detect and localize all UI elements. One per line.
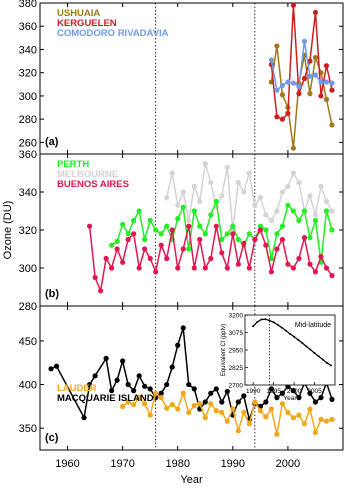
y-tick-label: 300: [18, 263, 37, 275]
data-point: [186, 410, 191, 415]
inset-data-point: [264, 318, 266, 320]
panel-label: (a): [45, 136, 59, 148]
data-point: [214, 199, 219, 204]
data-point: [48, 366, 53, 371]
data-point: [192, 403, 197, 408]
data-point: [313, 218, 318, 223]
data-point: [313, 430, 318, 435]
data-point: [219, 250, 224, 255]
data-point: [291, 146, 296, 151]
data-point: [274, 88, 279, 93]
data-point: [285, 79, 290, 84]
data-point: [269, 269, 274, 274]
data-point: [274, 231, 279, 236]
data-point: [186, 382, 191, 387]
inset-title: Mid-latitude: [294, 322, 331, 329]
data-point: [137, 265, 142, 270]
inset-data-point: [260, 318, 262, 320]
data-point: [258, 227, 263, 232]
inset-data-point: [301, 342, 303, 344]
inset-data-point: [309, 349, 311, 351]
data-point: [203, 161, 208, 166]
data-point: [241, 410, 246, 415]
data-point: [192, 386, 197, 391]
data-point: [302, 76, 307, 81]
inset-x-tick-label: 1990: [245, 388, 261, 395]
data-point: [81, 415, 86, 420]
data-point: [291, 3, 296, 8]
data-point: [104, 256, 109, 261]
data-point: [318, 93, 323, 98]
data-point: [296, 91, 301, 96]
data-point: [285, 203, 290, 208]
data-point: [170, 170, 175, 175]
data-point: [225, 389, 230, 394]
data-point: [109, 243, 114, 248]
data-point: [164, 256, 169, 261]
data-point: [329, 122, 334, 127]
y-tick-label: 280: [18, 301, 37, 313]
data-point: [241, 189, 246, 194]
inset-data-point: [297, 339, 299, 341]
data-point: [208, 391, 213, 396]
inset-data-point: [277, 324, 279, 326]
inset-data-point: [269, 320, 271, 322]
legend-entry: BUENOS AIRES: [57, 179, 129, 190]
data-point: [197, 224, 202, 229]
x-tick-label: 1980: [165, 458, 190, 470]
panel-label: (c): [45, 432, 59, 444]
data-point: [252, 203, 257, 208]
y-tick-label: 320: [18, 67, 37, 80]
data-point: [247, 170, 252, 175]
data-point: [318, 254, 323, 259]
data-point: [104, 356, 109, 361]
data-point: [324, 63, 329, 68]
data-point: [208, 180, 213, 185]
data-point: [186, 218, 191, 223]
data-point: [175, 265, 180, 270]
data-point: [258, 195, 263, 200]
inset-data-point: [281, 327, 283, 329]
inset-x-tick-label: 1995: [266, 388, 281, 395]
data-point: [230, 406, 235, 411]
data-point: [181, 189, 186, 194]
data-point: [274, 432, 279, 437]
data-point: [291, 415, 296, 420]
data-point: [208, 212, 213, 217]
y-tick-label: 260: [18, 137, 37, 150]
data-point: [153, 227, 158, 232]
data-point: [186, 246, 191, 251]
x-axis-label: Year: [180, 474, 203, 486]
data-point: [269, 57, 274, 62]
data-point: [164, 195, 169, 200]
data-point: [120, 404, 125, 409]
data-point: [203, 399, 208, 404]
data-point: [324, 265, 329, 270]
data-point: [274, 114, 279, 119]
data-point: [247, 231, 252, 236]
data-point: [329, 227, 334, 232]
data-point: [225, 265, 230, 270]
inset-data-point: [322, 359, 324, 361]
inset-data-point: [256, 321, 258, 323]
data-point: [285, 184, 290, 189]
data-point: [148, 386, 153, 391]
data-point: [164, 224, 169, 229]
y-tick-label: 450: [18, 335, 37, 348]
inset-y-tick-label: 2825: [228, 365, 243, 372]
data-point: [148, 218, 153, 223]
data-point: [153, 269, 158, 274]
data-point: [324, 97, 329, 102]
legend-entry: MACQUARIE ISLAND: [57, 393, 154, 404]
data-point: [324, 199, 329, 204]
inset-data-point: [326, 362, 328, 364]
data-point: [241, 241, 246, 246]
data-point: [175, 406, 180, 411]
data-point: [208, 401, 213, 406]
data-point: [230, 231, 235, 236]
data-point: [92, 373, 97, 378]
y-tick-label: 360: [18, 149, 37, 161]
inset-x-tick-label: 2000: [286, 388, 302, 395]
data-point: [236, 262, 241, 267]
data-point: [274, 208, 279, 213]
data-point: [142, 237, 147, 242]
data-point: [307, 262, 312, 267]
data-point: [120, 358, 125, 363]
data-point: [280, 237, 285, 242]
data-point: [291, 81, 296, 86]
data-point: [285, 262, 290, 267]
data-point: [181, 391, 186, 396]
data-point: [296, 84, 301, 89]
data-point: [131, 218, 136, 223]
data-point: [329, 81, 334, 86]
data-point: [313, 72, 318, 77]
data-point: [318, 79, 323, 84]
y-tick-label: 400: [18, 379, 37, 392]
data-point: [92, 275, 97, 280]
legend-entry: MELBOURNE: [57, 169, 119, 180]
data-point: [181, 205, 186, 210]
data-point: [208, 256, 213, 261]
inset-data-point: [305, 346, 307, 348]
data-point: [175, 216, 180, 221]
data-point: [115, 246, 120, 251]
data-point: [192, 208, 197, 213]
inset-x-tick-label: 2005: [307, 388, 322, 395]
data-point: [236, 180, 241, 185]
data-point: [302, 208, 307, 213]
data-point: [175, 343, 180, 348]
data-point: [126, 382, 131, 387]
x-tick-label: 1960: [55, 458, 80, 470]
data-point: [247, 421, 252, 426]
data-point: [54, 364, 59, 369]
data-point: [219, 410, 224, 415]
data-point: [329, 397, 334, 402]
x-tick-label: 2000: [275, 458, 301, 470]
data-point: [318, 395, 323, 400]
data-point: [175, 203, 180, 208]
x-tick-label: 1970: [110, 458, 135, 470]
data-point: [115, 239, 120, 244]
data-point: [203, 415, 208, 420]
data-point: [263, 227, 268, 232]
data-point: [318, 417, 323, 422]
data-point: [329, 88, 334, 93]
data-point: [296, 395, 301, 400]
legend-entry: LAUDER: [57, 383, 97, 394]
data-point: [230, 224, 235, 229]
data-point: [219, 193, 224, 198]
legend-entry: PERTH: [57, 159, 90, 170]
data-point: [291, 170, 296, 175]
data-point: [126, 237, 131, 242]
y-tick-label: 350: [18, 423, 37, 436]
data-point: [296, 218, 301, 223]
inset-data-point: [318, 355, 320, 357]
data-point: [313, 269, 318, 274]
data-point: [313, 212, 318, 217]
data-point: [186, 224, 191, 229]
data-point: [170, 402, 175, 407]
data-point: [280, 189, 285, 194]
data-point: [159, 243, 164, 248]
data-point: [126, 231, 131, 236]
inset-y-tick-label: 2950: [228, 347, 243, 355]
data-point: [214, 408, 219, 413]
inset-data-point: [285, 330, 287, 332]
data-point: [329, 208, 334, 213]
data-point: [296, 180, 301, 185]
data-point: [87, 224, 92, 229]
data-point: [153, 391, 158, 396]
inset-data-point: [252, 325, 254, 327]
data-point: [324, 79, 329, 84]
data-point: [236, 428, 241, 433]
data-point: [296, 412, 301, 417]
data-point: [252, 399, 257, 404]
data-point: [307, 193, 312, 198]
y-tick-label: 340: [18, 44, 37, 57]
data-point: [181, 325, 186, 330]
data-point: [137, 373, 142, 378]
inset-data-point: [314, 352, 316, 354]
data-point: [137, 208, 142, 213]
panel-label: (b): [45, 288, 60, 300]
data-point: [263, 243, 268, 248]
data-point: [219, 399, 224, 404]
data-point: [307, 91, 312, 96]
legend-entry: COMODORO RIVADAVIA: [57, 28, 169, 39]
data-point: [120, 260, 125, 265]
data-point: [307, 74, 312, 79]
data-point: [269, 218, 274, 223]
y-axis-label: Ozone (DU): [2, 200, 14, 260]
inset-data-point: [293, 336, 295, 338]
data-point: [192, 184, 197, 189]
data-point: [269, 406, 274, 411]
data-point: [280, 83, 285, 88]
data-point: [115, 378, 120, 383]
data-point: [225, 165, 230, 170]
data-point: [280, 117, 285, 122]
inset-y-tick-label: 3200: [228, 312, 243, 320]
data-point: [302, 421, 307, 426]
data-point: [225, 419, 230, 424]
data-point: [236, 399, 241, 404]
data-point: [142, 246, 147, 251]
data-point: [329, 417, 334, 422]
data-point: [313, 10, 318, 15]
data-point: [285, 111, 290, 116]
data-point: [280, 224, 285, 229]
data-point: [252, 237, 257, 242]
data-point: [203, 231, 208, 236]
data-point: [192, 265, 197, 270]
data-point: [307, 235, 312, 240]
legend-entry: KERGUELEN: [57, 18, 117, 29]
data-point: [164, 382, 169, 387]
data-point: [329, 273, 334, 278]
x-tick-label: 1990: [220, 458, 246, 470]
inset-data-point: [330, 364, 332, 366]
data-point: [214, 386, 219, 391]
data-point: [263, 399, 268, 404]
data-point: [285, 410, 290, 415]
data-point: [142, 384, 147, 389]
data-point: [109, 265, 114, 270]
y-tick-label: 360: [18, 21, 37, 34]
data-point: [225, 231, 230, 236]
data-point: [120, 222, 125, 227]
data-point: [159, 231, 164, 236]
inset-y-tick-label: 3075: [228, 330, 243, 337]
data-point: [258, 408, 263, 413]
y-tick-label: 380: [18, 0, 37, 10]
data-point: [313, 399, 318, 404]
data-point: [197, 199, 202, 204]
data-point: [280, 92, 285, 97]
data-point: [203, 265, 208, 270]
legend-entry: USHUAIA: [57, 8, 101, 19]
data-point: [164, 406, 169, 411]
data-point: [313, 55, 318, 60]
data-point: [197, 401, 202, 406]
data-point: [318, 184, 323, 189]
data-point: [296, 256, 301, 261]
data-point: [274, 395, 279, 400]
data-point: [307, 406, 312, 411]
data-point: [291, 208, 296, 213]
data-point: [274, 43, 279, 48]
data-point: [263, 414, 268, 419]
data-point: [274, 246, 279, 251]
y-tick-label: 340: [18, 187, 37, 199]
data-point: [214, 224, 219, 229]
y-tick-label: 300: [18, 90, 37, 103]
data-point: [302, 235, 307, 240]
data-point: [170, 227, 175, 232]
data-point: [131, 231, 136, 236]
data-point: [247, 265, 252, 270]
inset-y-tick-label: 2700: [228, 382, 243, 390]
inset-data-point: [273, 321, 275, 323]
inset-x-label: Year: [283, 395, 297, 402]
data-point: [159, 395, 164, 400]
data-point: [170, 364, 175, 369]
data-point: [302, 39, 307, 44]
y-tick-label: 320: [18, 225, 37, 237]
inset-y-label: Equivalent Cl (pptv): [221, 323, 227, 377]
inset-data-point: [289, 333, 291, 335]
data-point: [197, 237, 202, 242]
data-point: [324, 419, 329, 424]
data-point: [148, 412, 153, 417]
data-point: [263, 212, 268, 217]
data-point: [236, 237, 241, 242]
data-point: [291, 265, 296, 270]
data-point: [148, 256, 153, 261]
y-tick-label: 280: [18, 114, 37, 127]
data-point: [324, 208, 329, 213]
data-point: [98, 288, 103, 293]
data-point: [181, 246, 186, 251]
